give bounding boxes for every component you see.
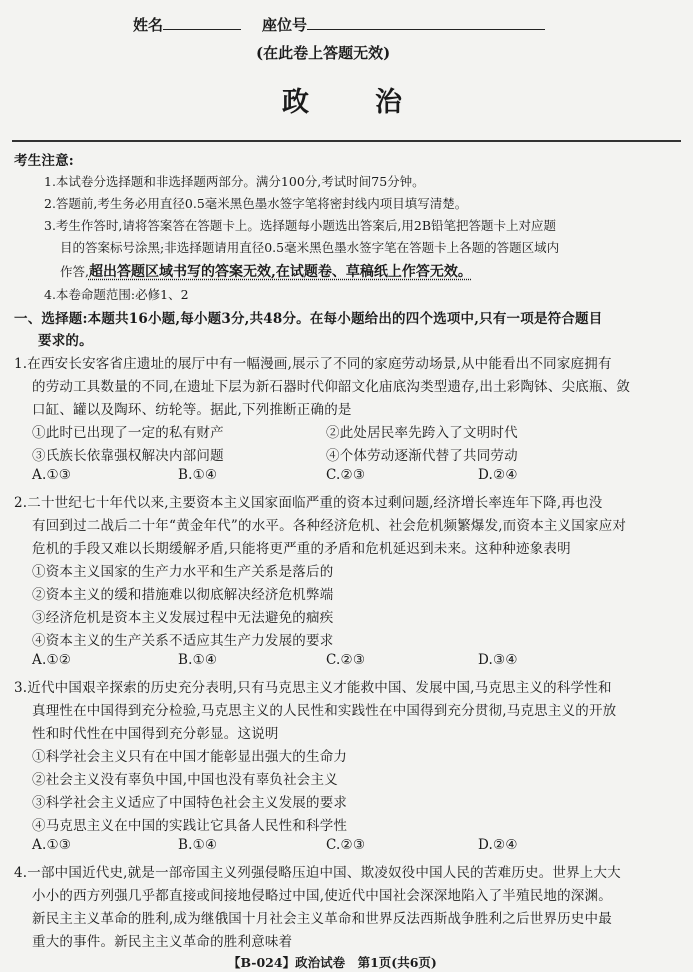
- section-heading: 要求的。: [38, 333, 93, 349]
- question-1-stem: 1.在西安长安客省庄遗址的展厅中有一幅漫画,展示了不同的家庭劳动场景,从中能看出不同家庭拥有: [14, 356, 612, 372]
- question-1-statement: ②此处居民率先跨入了文明时代: [326, 425, 518, 441]
- question-3-statement: ④马克思主义在中国的实践让它具备人民性和科学性: [32, 818, 348, 834]
- page-title: 政 治: [282, 87, 406, 118]
- question-3-stem: 性和时代性在中国得到充分彰显。这说明: [32, 726, 279, 742]
- instruction-item: 1.本试卷分选择题和非选择题两部分。满分100分,考试时间75分钟。: [44, 174, 425, 189]
- question-3-statement: ①科学社会主义只有在中国才能彰显出强大的生命力: [32, 749, 348, 765]
- question-2-stem: 有回到过二战后二十年“黄金年代”的水平。各种经济危机、社会危机频繁爆发,而资本主义国家应对: [32, 518, 627, 534]
- instruction-item: 4.本卷命题范围:必修1、2: [44, 287, 189, 302]
- question-2-statement: ②资本主义的缓和措施难以彻底解决经济危机弊端: [32, 587, 334, 603]
- question-2-choice-d[interactable]: D.③④: [478, 652, 518, 668]
- question-3-statement: ②社会主义没有辜负中国,中国也没有辜负社会主义: [32, 772, 338, 788]
- instruction-item: [60, 261, 472, 281]
- question-1-statement: ①此时已出现了一定的私有财产: [32, 425, 224, 441]
- question-4-stem: 重大的事件。新民主主义革命的胜利意味着: [32, 934, 293, 950]
- seat-label: 座位号: [262, 16, 308, 34]
- question-4-stem: 4.一部中国近代史,就是一部帝国主义列强侵略压迫中国、欺凌奴役中国人民的苦难历史。世界上大大: [14, 865, 621, 881]
- question-1-choice-c[interactable]: C.②③: [326, 467, 366, 483]
- question-1-choice-b[interactable]: B.①④: [178, 467, 218, 483]
- question-2-choice-a[interactable]: A.①②: [32, 652, 72, 668]
- instruction-emphasis: 超出答题区域书写的答案无效,在试题卷、草稿纸上作答无效。: [88, 264, 472, 280]
- instruction-item: 2.答题前,考生务必用直径0.5毫米黑色墨水签字笔将密封线内项目填写清楚。: [44, 196, 468, 211]
- instruction-item: 目的答案标号涂黑;非选择题请用直径0.5毫米黑色墨水签字笔在答题卡上各题的答题区域内: [60, 240, 560, 255]
- header-divider: [12, 140, 681, 142]
- question-3-choice-c[interactable]: C.②③: [326, 837, 366, 853]
- question-2-statement: ③经济危机是资本主义发展过程中无法避免的痼疾: [32, 610, 334, 626]
- question-2-statement: ①资本主义国家的生产力水平和生产关系是落后的: [32, 564, 334, 580]
- question-2-stem: 2.二十世纪七十年代以来,主要资本主义国家面临严重的资本过剩问题,经济增长率连年下降,再也没: [14, 495, 603, 511]
- name-field: [133, 14, 241, 35]
- question-1-choice-d[interactable]: D.②④: [478, 467, 518, 483]
- question-2-choice-c[interactable]: C.②③: [326, 652, 366, 668]
- question-3-choice-d[interactable]: D.②④: [478, 837, 518, 853]
- instruction-item: 3.考生作答时,请将答案答在答题卡上。选择题每小题选出答案后,用2B铅笔把答题卡上对应题: [44, 218, 557, 233]
- question-3-stem: 3.近代中国艰辛探索的历史充分表明,只有马克思主义才能救中国、发展中国,马克思主义的科学性和: [14, 680, 612, 696]
- instructions-title: 考生注意:: [14, 153, 74, 169]
- name-label: 姓名: [133, 16, 164, 34]
- question-3-statement: ③科学社会主义适应了中国特色社会主义发展的要求: [32, 795, 348, 811]
- section-heading: 一、选择题:本题共16小题,每小题3分,共48分。在每小题给出的四个选项中,只有一项是符合题目: [14, 311, 603, 327]
- question-1-stem: 的劳动工具数量的不同,在遗址下层为新石器时代仰韶文化庙底沟类型遗存,出土彩陶钵、尖底瓶、敛: [32, 379, 631, 395]
- question-3-choice-b[interactable]: B.①④: [178, 837, 218, 853]
- question-1-statement: ③氏族长依靠强权解决内部问题: [32, 448, 224, 464]
- question-3-stem: 真理性在中国得到充分检验,马克思主义的人民性和实践性在中国得到充分贯彻,马克思主义的开放: [32, 703, 617, 719]
- question-2-stem: 危机的手段又难以长期缓解矛盾,只能将更严重的矛盾和危机延迟到未来。这种种迹象表明: [32, 541, 571, 557]
- question-4-stem: 新民主主义革命的胜利,成为继俄国十月社会主义革命和世界反法西斯战争胜利之后世界历史中最: [32, 911, 612, 927]
- question-4-stem: 小小的西方列强几乎都直接或间接地侵略过中国,使近代中国社会深深地陷入了半殖民地的深渊。: [32, 888, 612, 904]
- question-2-statement: ④资本主义的生产关系不适应其生产力发展的要求: [32, 633, 334, 649]
- question-2-choice-b[interactable]: B.①④: [178, 652, 218, 668]
- question-1-statement: ④个体劳动逐渐代替了共同劳动: [326, 448, 518, 464]
- seat-field: [262, 14, 545, 35]
- page-footer: 【B-024】政治试卷 第1页(共6页): [228, 955, 437, 970]
- no-answer-notice: (在此卷上答题无效): [256, 44, 391, 62]
- question-3-choice-a[interactable]: A.①③: [32, 837, 72, 853]
- question-1-stem: 口缸、罐以及陶环、纺轮等。据此,下列推断正确的是: [32, 402, 352, 418]
- instruction-text: 作答,: [60, 264, 89, 279]
- question-1-choice-a[interactable]: A.①③: [32, 467, 72, 483]
